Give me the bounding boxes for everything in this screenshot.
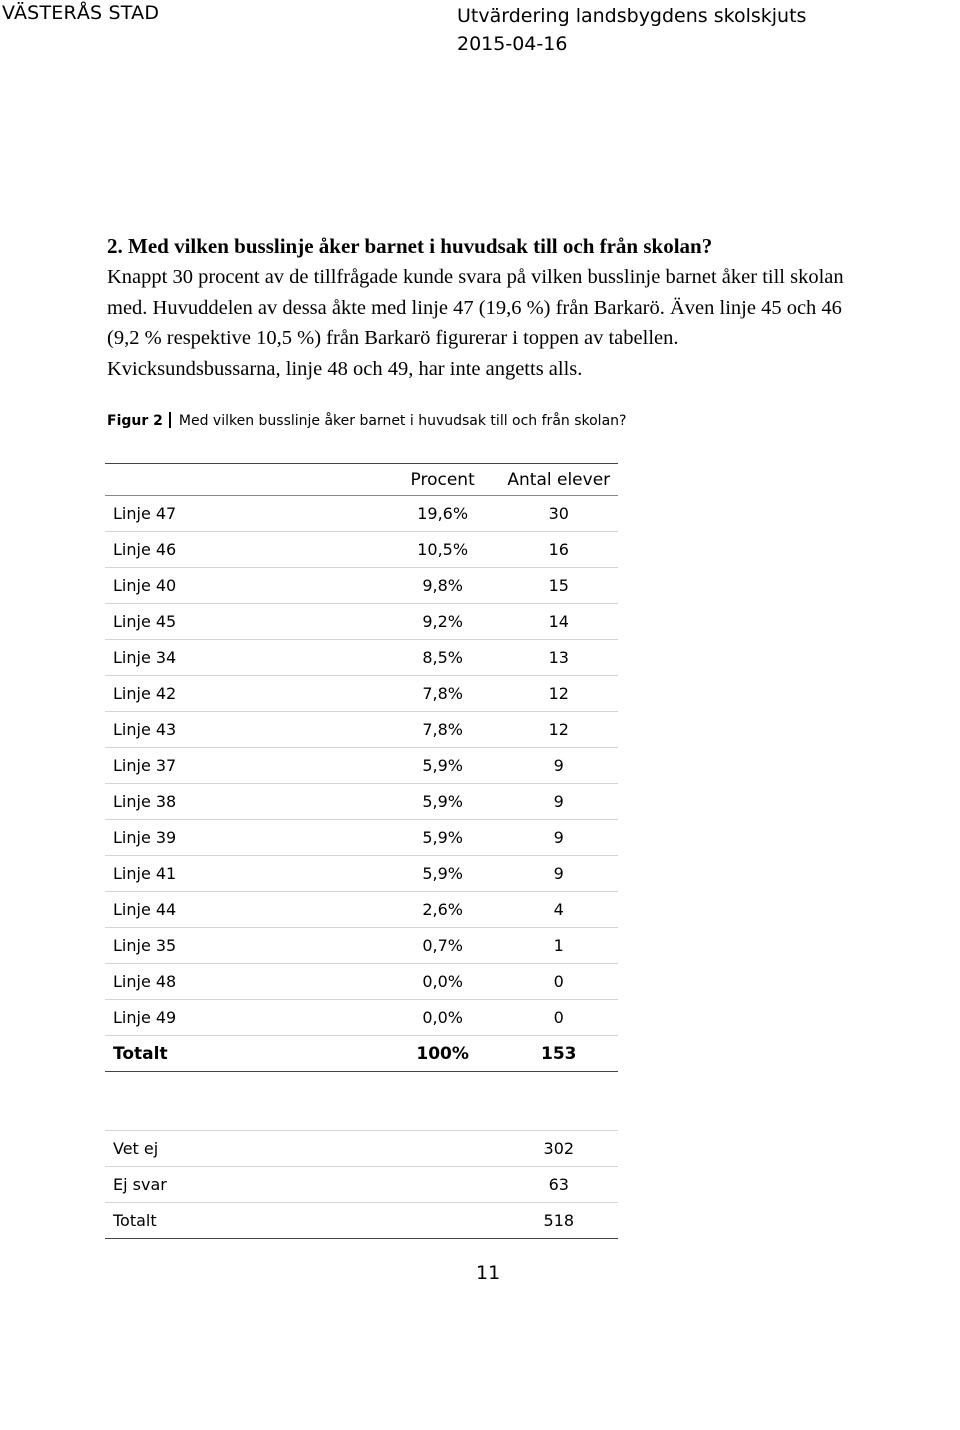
table-row: [105, 640, 618, 676]
answer-category: Ej svar: [105, 1167, 387, 1203]
answer-category: Vet ej: [105, 1131, 387, 1167]
student-count: 30: [500, 496, 618, 532]
table-total-row: [105, 1036, 618, 1072]
section-body: Knappt 30 procent av de tillfrågade kunde svara på vilken busslinje barnet åker till skolan med. Huvuddelen av dessa åkte med linje 47 (19,6 %) från Barkarö. Även linje 45 och 46 (9,2 % respektive 10,5 %) från Barkarö figurerar i toppen av tabellen. Kvicksundsbussarna, linje 48 och 49, har inte angetts alls.: [107, 266, 844, 380]
student-count: 14: [500, 604, 618, 640]
student-count: 12: [500, 676, 618, 712]
student-count: 0: [500, 1000, 618, 1036]
table-row: [105, 532, 618, 568]
percent-value: 5,9%: [386, 784, 500, 820]
bus-line-name: Linje 47: [105, 496, 386, 532]
bus-line-name: Linje 37: [105, 748, 386, 784]
figure-caption: [107, 412, 626, 429]
table-row: [105, 964, 618, 1000]
student-count: 9: [500, 856, 618, 892]
table-row: [105, 676, 618, 712]
bus-line-name: Linje 46: [105, 532, 386, 568]
table-row: [105, 568, 618, 604]
table-row: [105, 1203, 618, 1239]
bus-line-name: Linje 39: [105, 820, 386, 856]
bus-line-name: Linje 34: [105, 640, 386, 676]
percent-value: 0,7%: [386, 928, 500, 964]
answer-count: 63: [500, 1167, 618, 1203]
percent-value: 0,0%: [386, 1000, 500, 1036]
table-header-row: [105, 464, 618, 496]
answer-count: 518: [500, 1203, 618, 1239]
percent-value: 9,8%: [386, 568, 500, 604]
table-row: [105, 784, 618, 820]
bus-line-name: Linje 41: [105, 856, 386, 892]
student-count: 16: [500, 532, 618, 568]
table-row: [105, 928, 618, 964]
percent-value: 7,8%: [386, 712, 500, 748]
percent-value: 10,5%: [386, 532, 500, 568]
page-number: 11: [476, 1262, 501, 1284]
answer-category: Totalt: [105, 1203, 387, 1239]
unknown-answers-table: [105, 1130, 618, 1239]
percent-value: 5,9%: [386, 856, 500, 892]
table-row: [105, 892, 618, 928]
bus-line-name: Linje 43: [105, 712, 386, 748]
bus-line-name: Linje 40: [105, 568, 386, 604]
percent-value: 8,5%: [386, 640, 500, 676]
header-date: 2015-04-16: [457, 33, 568, 55]
percent-value: 0,0%: [386, 964, 500, 1000]
empty-cell: [387, 1203, 500, 1239]
section-heading: 2. Med vilken busslinje åker barnet i huvudsak till och från skolan?: [107, 234, 713, 258]
student-count: 9: [500, 748, 618, 784]
header-right: [457, 2, 806, 58]
table-row: [105, 496, 618, 532]
table-row: [105, 748, 618, 784]
column-header-count: Antal elever: [500, 464, 618, 496]
header-report-title: Utvärdering landsbygdens skolskjuts: [457, 5, 807, 27]
answer-count: 302: [500, 1131, 618, 1167]
table-row: [105, 604, 618, 640]
student-count: 9: [500, 820, 618, 856]
percent-value: 2,6%: [386, 892, 500, 928]
figure-caption-text: Med vilken busslinje åker barnet i huvudsak till och från skolan?: [178, 413, 627, 429]
total-count: 153: [500, 1036, 618, 1072]
percent-value: 5,9%: [386, 820, 500, 856]
student-count: 9: [500, 784, 618, 820]
student-count: 15: [500, 568, 618, 604]
student-count: 4: [500, 892, 618, 928]
table-row: [105, 1167, 618, 1203]
bus-line-name: Linje 49: [105, 1000, 386, 1036]
bus-line-table: [105, 463, 618, 1072]
student-count: 1: [500, 928, 618, 964]
bus-line-name: Linje 48: [105, 964, 386, 1000]
figure-label: Figur 2: [107, 413, 163, 429]
percent-value: 7,8%: [386, 676, 500, 712]
bus-line-name: Linje 38: [105, 784, 386, 820]
table-row: [105, 1000, 618, 1036]
bus-line-name: Linje 44: [105, 892, 386, 928]
bus-line-name: Linje 42: [105, 676, 386, 712]
total-label: Totalt: [105, 1036, 386, 1072]
table-row: [105, 712, 618, 748]
empty-cell: [387, 1167, 500, 1203]
table-row: [105, 1131, 618, 1167]
percent-value: 5,9%: [386, 748, 500, 784]
caption-separator: [169, 412, 171, 428]
empty-cell: [387, 1131, 500, 1167]
percent-value: 9,2%: [386, 604, 500, 640]
student-count: 12: [500, 712, 618, 748]
table-row: [105, 820, 618, 856]
percent-value: 19,6%: [386, 496, 500, 532]
column-header-line: [105, 464, 386, 496]
bus-line-name: Linje 35: [105, 928, 386, 964]
table-row: [105, 856, 618, 892]
header-org: VÄSTERÅS STAD: [2, 2, 160, 24]
student-count: 13: [500, 640, 618, 676]
student-count: 0: [500, 964, 618, 1000]
bus-line-name: Linje 45: [105, 604, 386, 640]
column-header-percent: Procent: [386, 464, 500, 496]
total-percent: 100%: [386, 1036, 500, 1072]
